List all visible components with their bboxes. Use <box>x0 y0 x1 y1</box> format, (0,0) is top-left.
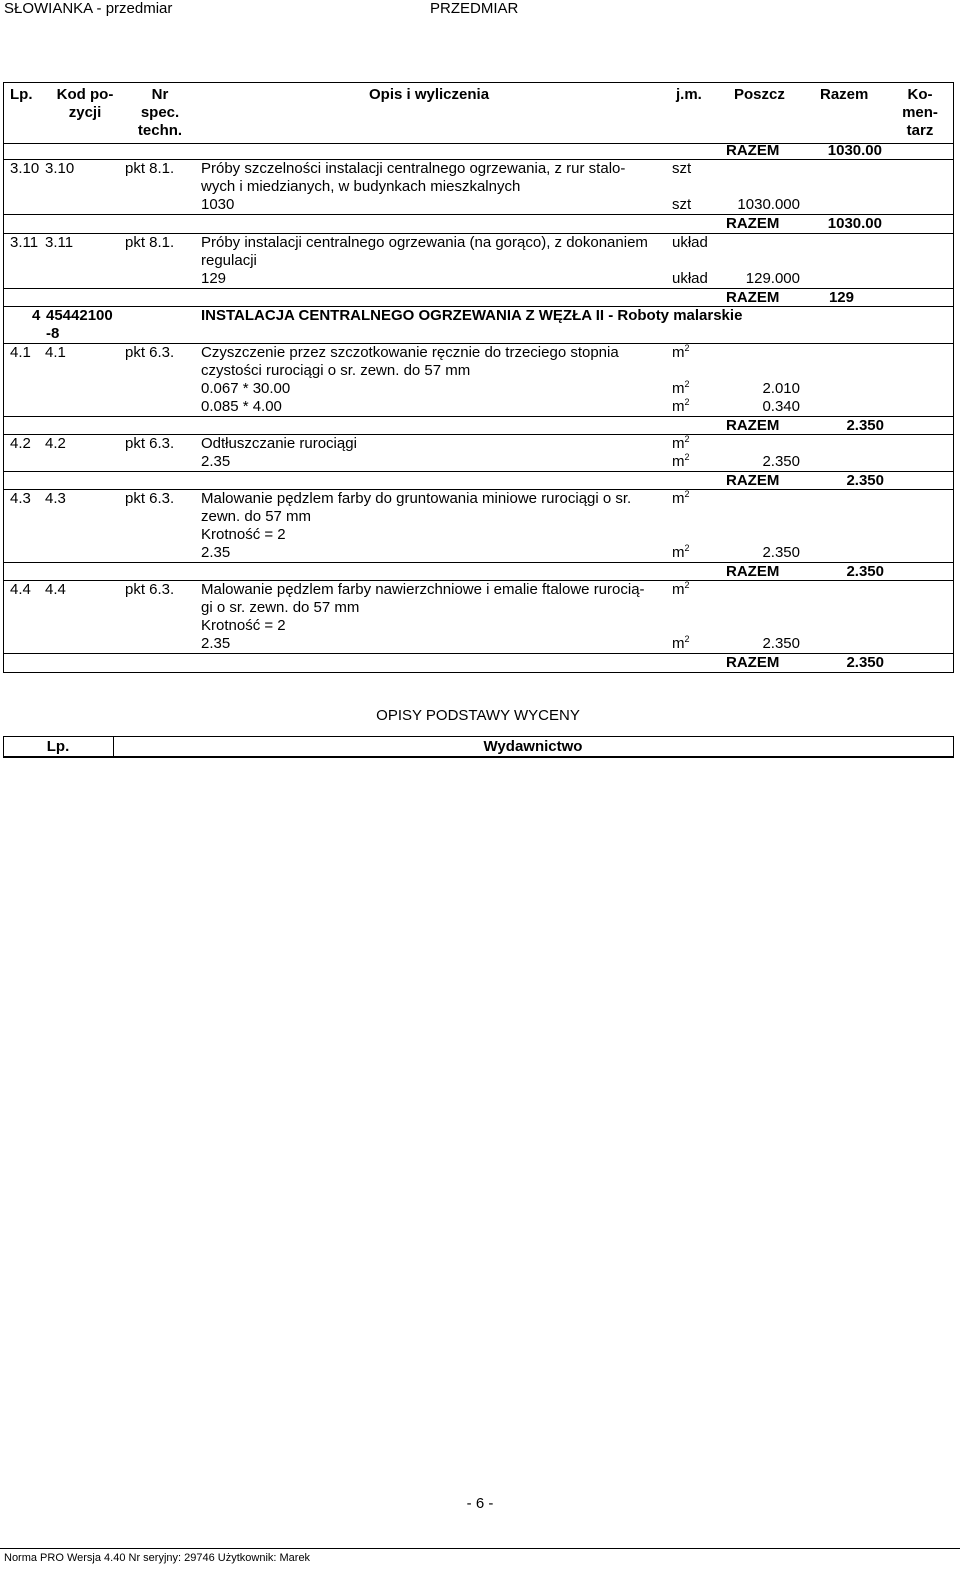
header-lp: Lp. <box>10 86 33 103</box>
unit-exponent: 2 <box>684 343 690 353</box>
row-lp: 4.4 <box>10 581 31 598</box>
row-poszcz: 129.000 <box>745 270 800 287</box>
header-nr-3: techn. <box>137 122 183 139</box>
row-calc-jm <box>672 635 690 653</box>
razem-value: 2.350 <box>846 654 884 671</box>
unit-text: m <box>672 453 685 470</box>
row-opis: Próby szczelności instalacji centralnego ogrzewania, z rur stalo- <box>201 160 626 177</box>
row-opis: Malowanie pędzlem farby do gruntowania miniowe rurociągi o sr. <box>201 490 632 507</box>
opisy-header-wydawnictwo: Wydawnictwo <box>483 738 583 755</box>
row-kod: 4.4 <box>45 581 66 598</box>
row-jm: szt <box>672 160 692 177</box>
header-kod-2: zycji <box>68 104 102 121</box>
opisy-bottom-border <box>3 756 954 758</box>
row-opis: Krotność = 2 <box>201 617 286 634</box>
row-opis: Odtłuszczanie rurociągi <box>201 435 357 452</box>
header-komentarz-2: men- <box>902 104 938 121</box>
row-jm: układ <box>672 234 708 251</box>
opisy-header-lp: Lp. <box>46 738 70 755</box>
header-razem: Razem <box>820 86 869 103</box>
unit-text: m <box>672 380 685 397</box>
row-calc-jm <box>672 453 690 471</box>
row-poszcz: 0.340 <box>762 398 800 415</box>
row-lp: 3.11 <box>10 234 39 251</box>
row-kod: 3.10 <box>45 160 75 177</box>
row-calc-jm <box>672 380 690 398</box>
row-poszcz: 2.350 <box>762 453 800 470</box>
row-lp: 4.2 <box>10 435 31 452</box>
row-calc: 0.067 * 30.00 <box>201 380 291 397</box>
row-poszcz: 2.350 <box>762 635 800 652</box>
unit-text: m <box>672 544 685 561</box>
section-lp: 4 <box>32 307 41 324</box>
row-poszcz: 1030.000 <box>737 196 800 213</box>
header-opis: Opis i wyliczenia <box>369 86 490 103</box>
row-opis: Malowanie pędzlem farby nawierzchniowe i emalie ftalowe rurocią- <box>201 581 645 598</box>
table-left-border <box>3 82 4 673</box>
row-kod: 4.1 <box>45 344 66 361</box>
row-calc-jm: układ <box>672 270 708 287</box>
footer-separator <box>0 1548 960 1549</box>
header-poszcz: Poszcz <box>734 86 785 103</box>
unit-text: m <box>672 581 685 598</box>
row-opis: regulacji <box>201 252 257 269</box>
header-nr-2: spec. <box>140 104 180 121</box>
unit-exponent: 2 <box>684 489 690 499</box>
row-calc: 0.085 * 4.00 <box>201 398 282 415</box>
row-calc-jm <box>672 398 690 416</box>
unit-text: m <box>672 435 685 452</box>
razem-label: RAZEM <box>726 472 780 489</box>
row-kod: 4.2 <box>45 435 66 452</box>
table-right-border <box>953 82 954 673</box>
razem-value: 2.350 <box>846 417 884 434</box>
unit-exponent: 2 <box>684 379 690 389</box>
document-type: PRZEDMIAR <box>430 0 519 17</box>
row-calc: 2.35 <box>201 453 231 470</box>
row-lp: 4.1 <box>10 344 31 361</box>
razem-value: 2.350 <box>846 472 884 489</box>
footer-text: Norma PRO Wersja 4.40 Nr seryjny: 29746 Użytkownik: Marek <box>4 1552 311 1564</box>
razem-label: RAZEM <box>726 142 780 159</box>
razem-label: RAZEM <box>726 563 780 580</box>
row-nr: pkt 8.1. <box>125 234 175 251</box>
header-komentarz-1: Ko- <box>907 86 933 103</box>
page-number: - 6 - <box>466 1495 494 1512</box>
row-lp: 3.10 <box>10 160 40 177</box>
row-nr: pkt 6.3. <box>125 344 175 361</box>
unit-exponent: 2 <box>684 452 690 462</box>
row-nr: pkt 8.1. <box>125 160 175 177</box>
row-lp: 4.3 <box>10 490 31 507</box>
row-poszcz: 2.350 <box>762 544 800 561</box>
unit-exponent: 2 <box>684 434 690 444</box>
opisy-right-border <box>953 736 954 758</box>
row-calc: 129 <box>201 270 227 287</box>
header-nr-1: Nr <box>151 86 169 103</box>
row-nr: pkt 6.3. <box>125 435 175 452</box>
header-kod-1: Kod po- <box>56 86 114 103</box>
opisy-title: OPISY PODSTAWY WYCENY <box>376 707 580 724</box>
section-kod: 45442100 <box>46 307 113 324</box>
razem-value: 129 <box>828 289 854 306</box>
section-title: INSTALACJA CENTRALNEGO OGRZEWANIA Z WĘZŁA II - Roboty malarskie <box>201 307 743 324</box>
unit-exponent: 2 <box>684 634 690 644</box>
header-komentarz-3: tarz <box>906 122 934 139</box>
row-opis: czystości rurociągi o sr. zewn. do 57 mm <box>201 362 471 379</box>
row-calc: 2.35 <box>201 544 231 561</box>
unit-exponent: 2 <box>684 543 690 553</box>
table-bottom-border <box>3 672 954 673</box>
unit-text: m <box>672 490 685 507</box>
row-kod: 4.3 <box>45 490 66 507</box>
row-opis: Krotność = 2 <box>201 526 286 543</box>
unit-exponent: 2 <box>684 397 690 407</box>
header-jm: j.m. <box>676 86 702 103</box>
row-nr: pkt 6.3. <box>125 490 175 507</box>
razem-label: RAZEM <box>726 215 780 232</box>
razem-label: RAZEM <box>726 654 780 671</box>
unit-text: m <box>672 344 685 361</box>
unit-text: m <box>672 635 685 652</box>
row-poszcz: 2.010 <box>762 380 800 397</box>
table-top-border <box>3 82 954 83</box>
row-jm <box>672 344 690 362</box>
row-calc-jm <box>672 544 690 562</box>
row-jm <box>672 490 690 508</box>
row-nr: pkt 6.3. <box>125 581 175 598</box>
row-calc-jm: szt <box>672 196 692 213</box>
razem-value: 1030.00 <box>827 142 882 159</box>
razem-value: 1030.00 <box>827 215 882 232</box>
unit-text: m <box>672 398 685 415</box>
row-opis: Próby instalacji centralnego ogrzewania (na gorąco), z dokonaniem <box>201 234 648 251</box>
row-jm <box>672 435 690 453</box>
opisy-top-border <box>3 736 954 737</box>
unit-exponent: 2 <box>684 580 690 590</box>
razem-value: 2.350 <box>846 563 884 580</box>
row-kod: 3.11 <box>45 234 74 251</box>
document-title: SŁOWIANKA - przedmiar <box>4 0 173 17</box>
row-opis: gi o sr. zewn. do 57 mm <box>201 599 360 616</box>
section-kod: -8 <box>46 325 60 342</box>
row-opis: zewn. do 57 mm <box>201 508 312 525</box>
razem-label: RAZEM <box>726 417 780 434</box>
row-opis: Czyszczenie przez szczotkowanie ręcznie do trzeciego stopnia <box>201 344 619 361</box>
row-opis: wych i miedzianych, w budynkach mieszkalnych <box>201 178 521 195</box>
row-calc: 2.35 <box>201 635 231 652</box>
row-jm <box>672 581 690 599</box>
razem-label: RAZEM <box>726 289 780 306</box>
row-calc: 1030 <box>201 196 235 213</box>
